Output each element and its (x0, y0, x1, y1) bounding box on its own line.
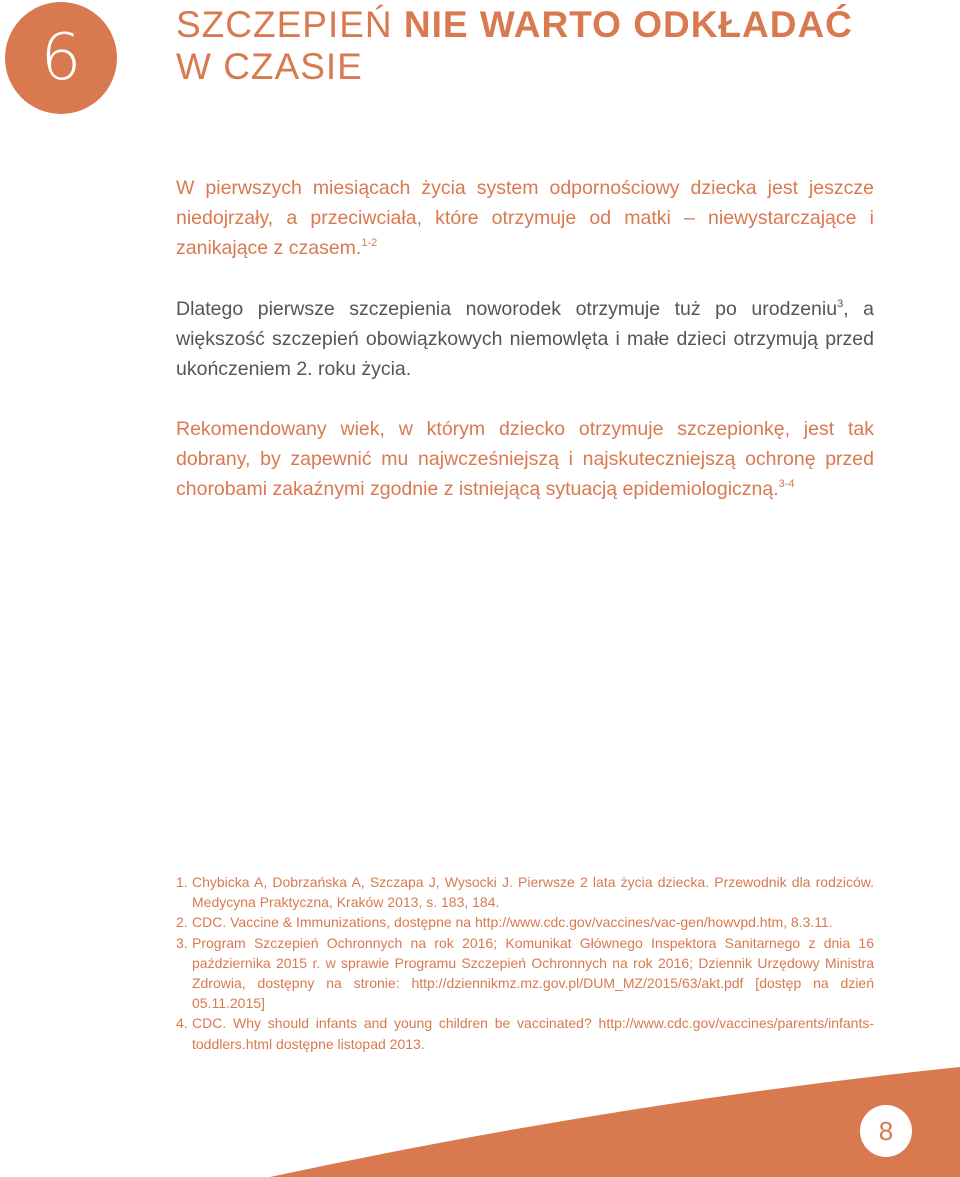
footer-decorative-band (0, 1057, 960, 1177)
reference-text: CDC. Vaccine & Immunizations, dostępne na http://www.cdc.gov/vaccines/vac-gen/howvpd.htm, 8.3.11. (192, 914, 833, 931)
page-title (176, 4, 853, 88)
page-number-badge (860, 1105, 912, 1157)
reference-text: Chybicka A, Dobrzańska A, Szczapa J, Wysocki J. Pierwsze 2 lata życia dziecka. Przewodnik dla rodziców. Medycyna Praktyczna, Kraków 2013, s. 183, 184. (192, 874, 874, 911)
schedule-text-b: , a większość szczepień obowiązkowych niemowlęta i małe dzieci otrzymują przed ukończeniem 2. roku życia. (176, 298, 874, 380)
title-part-3: W CZASIE (176, 46, 363, 87)
title-part-2: NIE WARTO ODKŁADAĆ (403, 4, 853, 45)
reference-number: 3. (176, 934, 188, 951)
reference-number: 4. (176, 1015, 188, 1032)
reference-number: 2. (176, 914, 188, 931)
intro-text: W pierwszych miesiącach życia system odpornościowy dziecka jest jeszcze niedojrzały, a przeciwciała, które otrzymuje od matki – niewystarczające i zanikające z czasem. (176, 177, 874, 259)
recommendation-paragraph (176, 414, 874, 504)
title-part-1: SZCZEPIEŃ (176, 4, 404, 45)
reference-text: Program Szczepień Ochronnych na rok 2016; Komunikat Głównego Inspektora Sanitarnego z dnia 16 października 2015 r. w sprawie Programu Szczepień Ochronnych na rok 2016; Dziennik Urzędowy Ministra Zdrowia, dostępny na stronie: http://dziennikmz.mz.gov.pl/DUM_MZ/2015/63/akt.pdf [dostęp na dzień 05.11.2015] (192, 934, 874, 1012)
reference-text: CDC. Why should infants and young children be vaccinated? http://www.cdc.gov/vaccines/parents/infants-toddlers.html dostępne listopad 2013. (192, 1015, 874, 1052)
references-list (176, 872, 874, 1054)
reference-item (176, 933, 874, 1014)
recommendation-citation: 3-4 (778, 478, 795, 490)
intro-paragraph (176, 173, 874, 263)
reference-item (176, 872, 874, 912)
page-number: 8 (878, 1116, 894, 1146)
reference-item (176, 912, 874, 932)
schedule-paragraph (176, 294, 874, 384)
recommendation-text: Rekomendowany wiek, w którym dziecko otrzymuje szczepionkę, jest tak dobrany, by zapewnić mu najwcześniejszą i najskuteczniejszą ochronę przed chorobami zakaźnymi zgodnie z istniejącą sytuacją epidemiologiczną. (176, 418, 874, 500)
intro-citation: 1-2 (361, 237, 378, 249)
chapter-badge (5, 2, 117, 114)
schedule-citation: 3 (837, 298, 844, 310)
reference-item (176, 1013, 874, 1053)
chapter-number: 6 (40, 21, 82, 95)
schedule-text-a: Dlatego pierwsze szczepienia noworodek otrzymuje tuż po urodzeniu (176, 298, 838, 320)
reference-number: 1. (176, 874, 188, 890)
